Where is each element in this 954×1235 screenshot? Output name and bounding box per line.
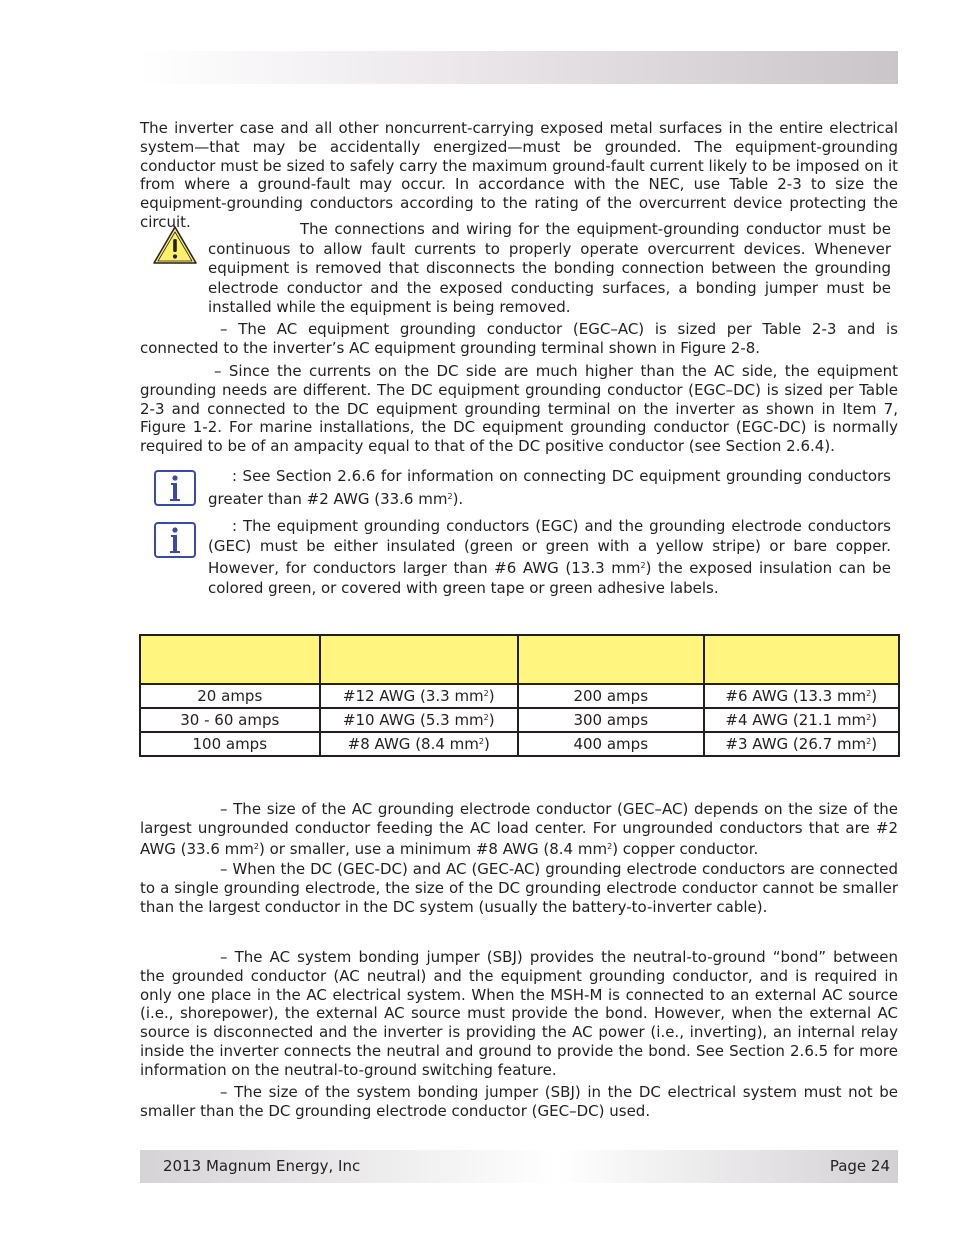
- egc-ac-paragraph: – The AC equipment grounding conductor (EGC–AC) is sized per Table 2-3 and is connected to the inverter’s AC equipment grounding terminal shown in Figure 2-8.: [140, 320, 898, 357]
- conductor-size: #12 AWG (3.3 mm: [342, 687, 484, 705]
- conductor-size: #4 AWG (21.1 mm: [725, 711, 867, 729]
- overcurrent-rating-cell: 400 amps: [518, 732, 704, 756]
- sbj-ac-paragraph: – The AC system bonding jumper (SBJ) provides the neutral-to-ground “bond” between the grounded conductor (AC neutral) and the equipment grounding conductor, and is required in only one place in the AC electrical system. When the MSH-M is connected to an external AC source (i.e., shorepower), the external AC source must provide the bond. However, when the external AC source is disconnected and the inverter is providing the AC power (i.e., inverting), an internal relay inside the inverter connects the neutral and ground to provide the bond. See Section 2.6.5 for more information on the neutral-to-ground switching feature.: [140, 948, 898, 1079]
- close-paren: ): [484, 735, 490, 753]
- superscript: 2: [866, 737, 872, 746]
- intro-paragraph: The inverter case and all other noncurrent-carrying exposed metal surfaces in the entire electrical system—that may be accidentally energized—must be grounded. The equipment-grounding conductor must be sized to safely carry the maximum ground-fault current likely to be imposed on it from where a ground-fault may occur. In accordance with the NEC, use Table 2-3 to size the equipment-grounding conductors according to the rating of the overcurrent device protecting the circuit.: [140, 119, 898, 231]
- footer-copyright: 2013 Magnum Energy, Inc: [163, 1157, 361, 1175]
- conductor-size-cell: [704, 708, 900, 732]
- conductor-size-cell: [320, 732, 518, 756]
- info-text-1: [208, 467, 891, 509]
- table-header-cell: [518, 635, 704, 684]
- gec-ac-text-1: – The size of the AC grounding electrode conductor (GEC–AC) depends on the size of the largest ungrounded conductor feeding the AC load center. For ungrounded conductors that are #2 AWG (33.6 mm: [140, 800, 898, 858]
- info-callout-1: [140, 468, 898, 512]
- conductor-size: #10 AWG (5.3 mm: [342, 711, 484, 729]
- overcurrent-rating-cell: 100 amps: [140, 732, 320, 756]
- info-text-1-close: ).: [452, 489, 464, 508]
- info-text-2-main: : The equipment grounding conductors (EGC) and the grounding electrode conductors (GEC) must be either insulated (green or green with a yellow stripe) or bare copper. However, for conductors larger than #6 AWG (13.3 mm: [208, 517, 891, 577]
- close-paren: ): [871, 687, 878, 705]
- superscript: 2: [640, 561, 646, 570]
- superscript: 2: [478, 737, 484, 746]
- superscript: 2: [253, 841, 259, 851]
- table-row: [140, 732, 899, 756]
- conductor-size-cell: [704, 732, 900, 756]
- info-text-2-rest: ) the exposed insulation can be colored green, or covered with green tape or green adhesive labels.: [208, 559, 891, 597]
- conductor-size: #3 AWG (26.7 mm: [725, 735, 867, 753]
- gec-ac-text-3: ) copper conductor.: [612, 839, 759, 858]
- info-icon: [154, 470, 196, 506]
- gec-ac-paragraph: [140, 800, 898, 858]
- superscript: 2: [483, 689, 489, 698]
- overcurrent-rating-cell: 300 amps: [518, 708, 704, 732]
- warning-text: The connections and wiring for the equipment-grounding conductor must be continuous to allow fault currents to properly operate overcurrent devices. Whenever equipment is removed that disconnects the bonding connection between the grounding electrode conductor and the exposed conducting surfaces, a bonding jumper must be installed while the equipment is being removed.: [208, 220, 891, 316]
- superscript: 2: [607, 841, 613, 851]
- superscript: 2: [866, 713, 872, 722]
- table-header-cell: [320, 635, 518, 684]
- table-row: [140, 708, 899, 732]
- sbj-dc-paragraph: – The size of the system bonding jumper (SBJ) in the DC electrical system must not be smaller than the DC grounding electrode conductor (GEC–DC) used.: [140, 1083, 898, 1120]
- overcurrent-rating-cell: 20 amps: [140, 684, 320, 708]
- table-header-cell: [140, 635, 320, 684]
- overcurrent-rating-cell: 200 amps: [518, 684, 704, 708]
- conductor-size: #8 AWG (8.4 mm: [347, 735, 479, 753]
- conductor-size: #6 AWG (13.3 mm: [725, 687, 867, 705]
- gec-dc-paragraph: – When the DC (GEC-DC) and AC (GEC-AC) grounding electrode conductors are connected to a single grounding electrode, the size of the DC grounding electrode conductor cannot be smaller than the largest conductor in the DC system (usually the battery-to-inverter cable).: [140, 860, 898, 916]
- gec-ac-text-2: ) or smaller, use a minimum #8 AWG (8.4 mm: [259, 839, 608, 858]
- table-header-cell: [704, 635, 900, 684]
- overcurrent-rating-cell: 30 - 60 amps: [140, 708, 320, 732]
- close-paren: ): [871, 735, 878, 753]
- close-paren: ): [488, 711, 495, 729]
- superscript: 2: [483, 713, 489, 722]
- warning-triangle-icon: [153, 226, 197, 264]
- info-text-1-main: : See Section 2.6.6 for information on connecting DC equipment grounding conductors greater than #2 AWG (33.6 mm: [208, 467, 891, 508]
- superscript: 2: [866, 689, 872, 698]
- close-paren: ): [488, 687, 495, 705]
- grounding-conductor-table: [139, 634, 900, 757]
- footer-bar: [140, 1150, 898, 1183]
- conductor-size-cell: [320, 708, 518, 732]
- page-number: Page 24: [829, 1157, 890, 1175]
- table-header-row: [140, 635, 899, 684]
- superscript: 2: [447, 491, 453, 501]
- conductor-size-cell: [320, 684, 518, 708]
- warning-callout: [140, 220, 898, 319]
- info-icon: [154, 522, 196, 558]
- egc-dc-paragraph: – Since the currents on the DC side are much higher than the AC side, the equipment grounding needs are different. The DC equipment grounding conductor (EGC–DC) is sized per Table 2-3 and connected to the DC equipment grounding terminal on the inverter as shown in Item 7, Figure 1-2. For marine installations, the DC equipment grounding conductor (EGC-DC) is normally required to be of an ampacity equal to that of the DC positive conductor (see Section 2.6.4).: [140, 362, 898, 456]
- close-paren: ): [871, 711, 878, 729]
- info-callout-2: [140, 517, 898, 600]
- header-bar: [140, 51, 898, 84]
- conductor-size-cell: [704, 684, 900, 708]
- info-text-2: [208, 517, 891, 598]
- table-row: [140, 684, 899, 708]
